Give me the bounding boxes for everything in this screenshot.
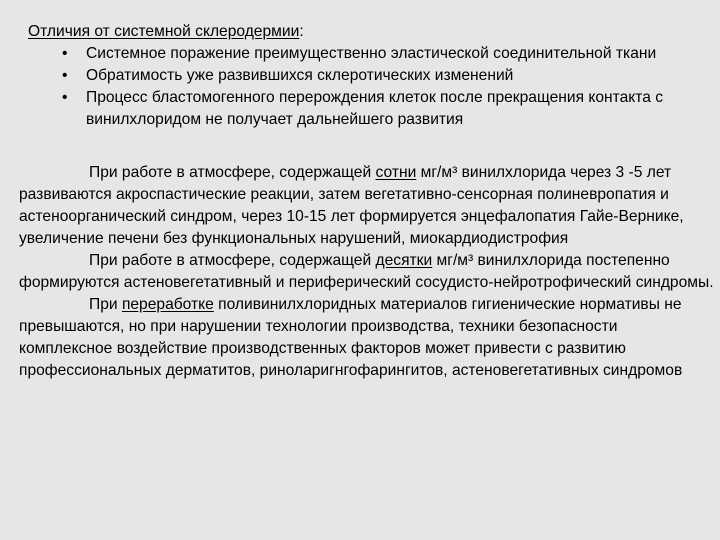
bullet-icon: • <box>62 89 68 106</box>
paragraph-text: мг/м³ винилхлорида постепенно формируются астеновегетативный и периферический сосудисто-нейротрофический синдромы. <box>19 252 714 291</box>
list-item-text: Процесс бластомогенного перерождения клеток после прекращения контакта с винилхлоридом не получает дальнейшего развития <box>86 89 664 128</box>
paragraph-tens <box>19 250 715 294</box>
paragraph-text: При работе в атмосфере, содержащей <box>89 164 376 181</box>
paragraph-emphasis: переработке <box>121 296 214 313</box>
heading-suffix: : <box>299 23 304 40</box>
list-item <box>62 87 708 131</box>
heading-underlined: Отличия от системной склеродермии <box>28 23 300 40</box>
list-item-text: Обратимость уже развившихся склеротических изменений <box>86 67 514 84</box>
paragraph-text: При работе в атмосфере, содержащей <box>89 252 376 269</box>
bullet-icon: • <box>62 67 68 84</box>
list-item-text: Системное поражение преимущественно эластической соединительной ткани <box>86 45 657 62</box>
paragraph-processing <box>19 294 715 382</box>
paragraph-text: При <box>89 296 122 313</box>
differences-heading <box>28 21 708 43</box>
list-item <box>62 65 708 87</box>
exposure-paragraphs <box>19 162 715 382</box>
differences-list <box>28 43 708 131</box>
paragraph-text: поливинилхлоридных материалов гигиенические нормативы не превышаются, но при нарушении технологии производства, техники безопасности комплексное воздействие производственных факторов может привести с развитию профессиональных дерматитов, риноларигнгофарингитов, астеновегетативных синдромов <box>19 296 683 379</box>
bullet-icon: • <box>62 45 68 62</box>
paragraph-text: мг/м³ винилхлорида через 3 -5 лет развиваются акроспастические реакции, затем вегетативно-сенсорная полиневропатия и астеноорганический синдром, через 10-15 лет формируется энцефалопатия Гайе-Вернике, увеличение печени без функциональных нарушений, миокардиодистрофия <box>19 164 684 247</box>
paragraph-emphasis: сотни <box>375 164 417 181</box>
differences-section <box>28 21 708 131</box>
list-item <box>62 43 708 65</box>
paragraph-emphasis: десятки <box>375 252 433 269</box>
paragraph-hundreds <box>19 162 715 250</box>
